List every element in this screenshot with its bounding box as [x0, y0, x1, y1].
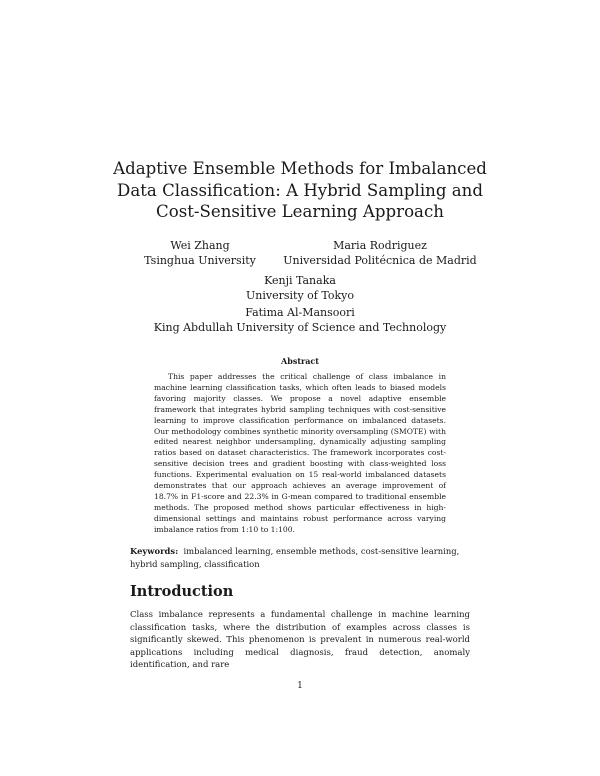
title-line: Data Classification: A Hybrid Sampling and: [117, 180, 483, 200]
author-block: [200, 273, 400, 303]
author-name: Fatima Al-Mansoori: [245, 306, 355, 319]
paper-title: [100, 158, 500, 223]
section-title: Introduction: [130, 583, 234, 600]
author-block: [270, 238, 490, 268]
author-block: [150, 305, 450, 335]
author-name: Wei Zhang: [170, 239, 230, 252]
keywords-list: imbalanced learning, ensemble methods, cost-sensitive learning, hybrid sampling, classification: [130, 546, 460, 569]
author-name: Maria Rodriguez: [333, 239, 427, 252]
author-affiliation: Universidad Politécnica de Madrid: [283, 254, 477, 267]
title-line: Adaptive Ensemble Methods for Imbalanced: [113, 159, 487, 178]
abstract-text: This paper addresses the critical challenge of class imbalance in machine learning classification tasks, which often leads to biased models favoring majority classes. We propose a novel adaptive ensemble framework that integrates hybrid sampling techniques with cost-sensitive learning to improve classification performance on imbalanced datasets. Our methodology combines synthetic minority oversampling (SMOTE) with edited nearest neighbor undersampling, dynamically adjusting sampling ratios based on dataset characteristics. The framework incorporates cost-sensitive decision trees and gradient boosting with class-weighted loss functions. Experimental evaluation on 15 real-world imbalanced datasets demonstrates that our approach achieves an average improvement of 18.7% in F1-score and 22.3% in G-mean compared to traditional ensemble methods. The proposed method shows particular effectiveness in high-dimensional settings and maintains robust performance across varying imbalance ratios from 1:10 to 1:100.: [154, 372, 446, 534]
author-block: [130, 238, 270, 268]
keywords-label: Keywords:: [130, 546, 179, 556]
author-affiliation: Tsinghua University: [144, 254, 256, 267]
author-name: Kenji Tanaka: [264, 274, 336, 287]
intro-paragraph: Class imbalance represents a fundamental challenge in machine learning classification tasks, where the distribution of examples across classes is significantly skewed. This phenomenon is prevalent in numerous real-world applications including medical diagnosis, fraud detection, anomaly identification, and rare: [130, 610, 470, 671]
title-line: Cost-Sensitive Learning Approach: [156, 202, 444, 221]
abstract-heading: Abstract: [281, 356, 319, 366]
author-affiliation: King Abdullah University of Science and Technology: [153, 321, 447, 334]
page-number: 1: [297, 681, 303, 691]
author-affiliation: University of Tokyo: [246, 289, 354, 302]
keywords: [130, 545, 470, 570]
